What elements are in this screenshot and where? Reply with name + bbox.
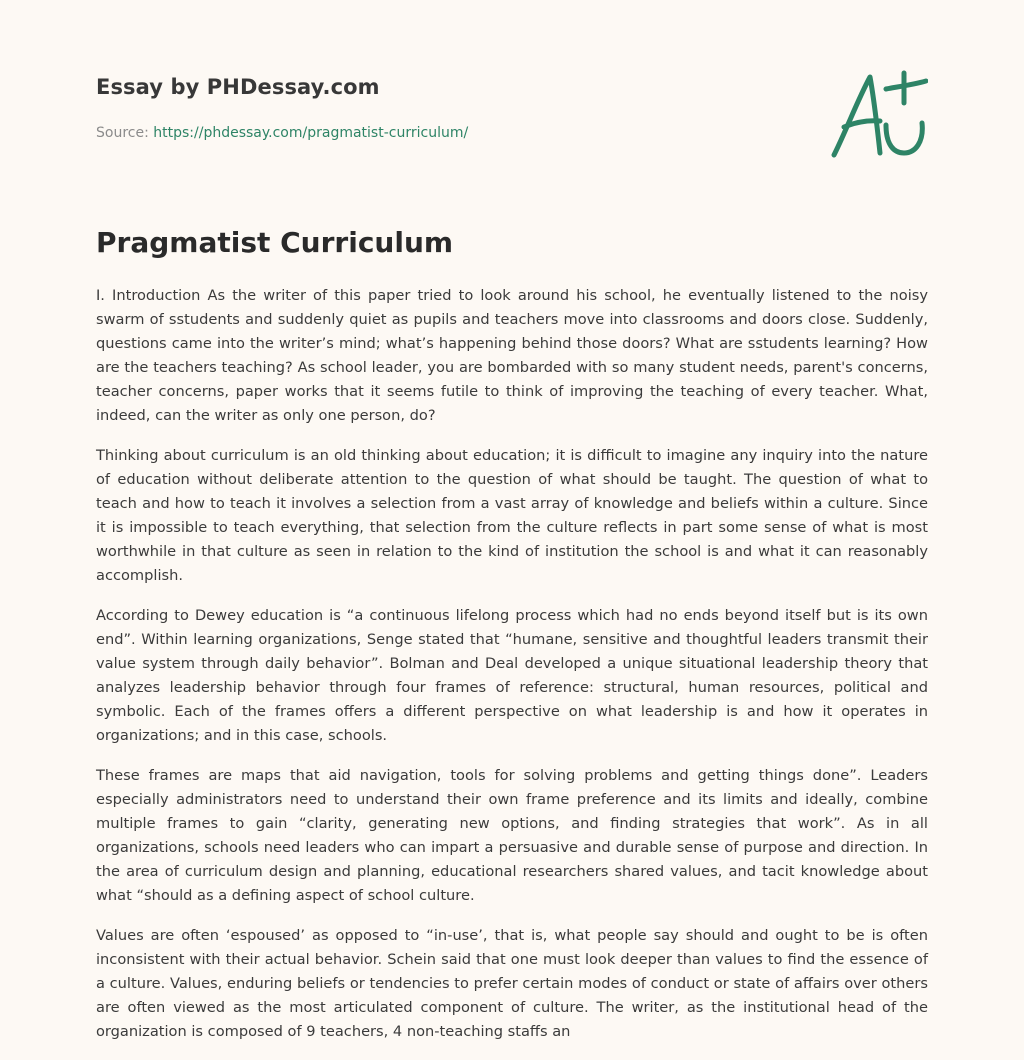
source-link[interactable]: https://phdessay.com/pragmatist-curriculum/ — [153, 125, 469, 141]
essay-paragraph: Thinking about curriculum is an old thinking about education; it is difficult to imagine any inquiry into the nature of education without deliberate attention to the question of what should be taught. The question of what to teach and how to teach it involves a selection from a vast array of knowledge and beliefs within a culture. Since it is impossible to teach everything, that selection from the culture reflects in part some sense of what is most worthwhile in that culture as seen in relation to the kind of institution the school is and what it can reasonably accomplish. — [96, 447, 928, 584]
essay-paragraph: I. Introduction As the writer of this paper tried to look around his school, he eventually listened to the noisy swarm of sstudents and suddenly quiet as pupils and teachers move into classrooms and doors close. Suddenly, questions came into the writer’s mind; what’s happening behind those doors? What are sstudents learning? How are the teachers teaching? As school leader, you are bombarded with so many student needs, parent's concerns, teacher concerns, paper works that it seems futile to think of improving the teaching of every teacher. What, indeed, can the writer as only one person, do? — [96, 287, 928, 424]
source-label: Source: — [96, 125, 154, 141]
source-line — [96, 125, 468, 141]
essay-title: Pragmatist Curriculum — [96, 226, 454, 259]
page-header — [96, 75, 928, 175]
essay-body — [96, 284, 928, 1060]
site-brand: Essay by PHDessay.com — [96, 75, 380, 99]
essay-paragraph: According to Dewey education is “a continuous lifelong process which had no ends beyond itself but is its own end”. Within learning organizations, Senge stated that “humane, sensitive and thoughtful leaders transmit their value system through daily behavior”. Bolman and Deal developed a unique situational leadership theory that analyzes leadership behavior through four frames of reference: structural, human resources, political and symbolic. Each of the frames offers a different perspective on what leadership is and how it operates in organizations; and in this case, schools. — [96, 607, 928, 744]
essay-paragraph: Values are often ‘espoused’ as opposed to “in-use’, that is, what people say should and ought to be is often inconsistent with their actual behavior. Schein said that one must look deeper than values to find the essence of a culture. Values, enduring beliefs or tendencies to prefer certain modes of conduct or state of affairs over others are often viewed as the most articulated component of culture. The writer, as the institutional head of the organization is composed of 9 teachers, 4 non-teaching staffs an — [96, 927, 928, 1040]
essay-paragraph: These frames are maps that aid navigation, tools for solving problems and getting things done”. Leaders especially administrators need to understand their own frame preference and its limits and ideally, combine multiple frames to gain “clarity, generating new options, and finding strategies that work”. As in all organizations, schools need leaders who can impart a persuasive and durable sense of purpose and direction. In the area of curriculum design and planning, educational researchers shared values, and tacit knowledge about what “should as a defining aspect of school culture. — [96, 767, 928, 904]
a-plus-grade-icon — [828, 69, 928, 161]
